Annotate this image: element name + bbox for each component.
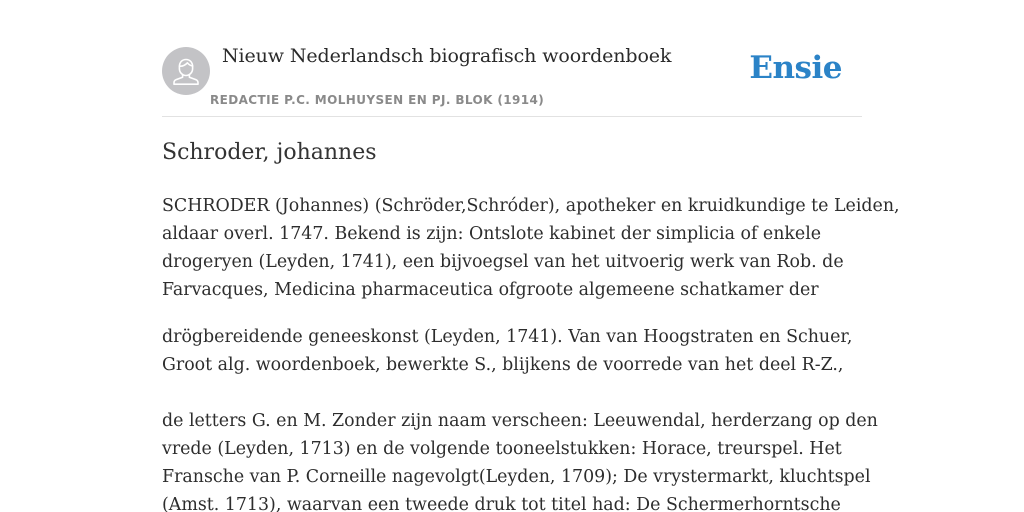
avatar[interactable] bbox=[162, 47, 210, 95]
page-title: Schroder, johannes bbox=[162, 140, 377, 165]
article-paragraph bbox=[162, 192, 900, 304]
text-line: drögbereidende geneeskonst (Leyden, 1741). Van van Hoogstraten en Schuer, bbox=[162, 327, 853, 347]
text-line: Groot alg. woordenboek, bewerkte S., blijkens de voorrede van het deel R-Z., bbox=[162, 355, 844, 375]
ensie-logo[interactable]: Ensie bbox=[749, 50, 842, 86]
text-line: vrede (Leyden, 1713) en de volgende tooneelstukken: Horace, treurspel. Het bbox=[162, 439, 842, 459]
text-line: (Amst. 1713), waarvan een tweede druk tot titel had: De Schermerhorntsche bbox=[162, 495, 841, 512]
text-line: aldaar overl. 1747. Bekend is zijn: Ontslote kabinet der simplicia of enkele bbox=[162, 224, 822, 244]
article-paragraph bbox=[162, 407, 882, 512]
text-line: de letters G. en M. Zonder zijn naam verscheen: Leeuwendal, herderzang op den bbox=[162, 411, 878, 431]
source-header bbox=[162, 40, 862, 117]
text-line: SCHRODER (Johannes) (Schröder,Schróder), apotheker en kruidkundige te Leiden, bbox=[162, 196, 900, 216]
text-line: Fransche van P. Corneille nagevolgt(Leyden, 1709); De vrystermarkt, kluchtspel bbox=[162, 467, 871, 487]
text-line: drogeryen (Leyden, 1741), een bijvoegsel van het uitvoerig werk van Rob. de bbox=[162, 252, 844, 272]
user-silhouette-icon bbox=[162, 47, 210, 95]
source-title[interactable]: Nieuw Nederlandsch biografisch woordenboek bbox=[222, 45, 672, 67]
article-paragraph bbox=[162, 323, 882, 379]
text-line: Farvacques, Medicina pharmaceutica ofgroote algemeene schatkamer der bbox=[162, 280, 819, 300]
source-editors: REDACTIE P.C. MOLHUYSEN EN PJ. BLOK (1914) bbox=[210, 93, 545, 107]
